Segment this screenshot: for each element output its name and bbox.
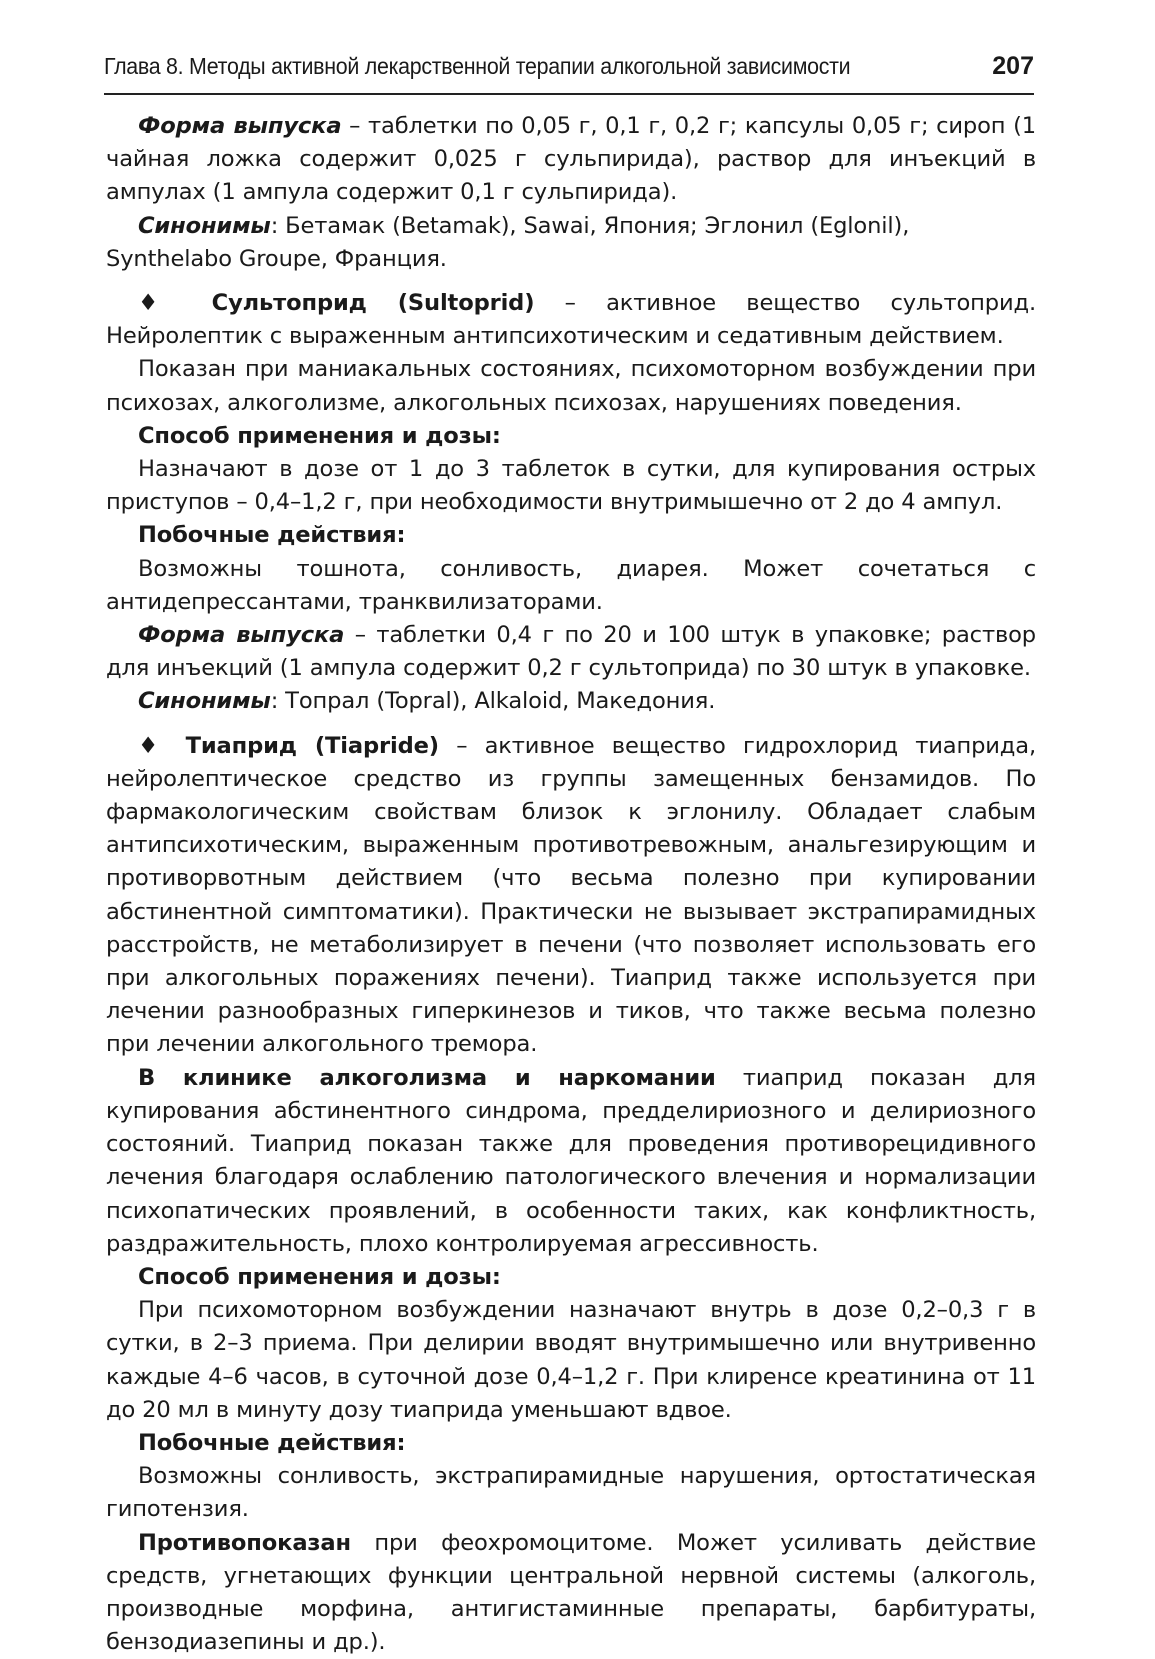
bullet-diamond-icon: ♦ (138, 290, 182, 317)
contraindication-label: Противопоказан (138, 1529, 351, 1556)
drug-name: Тиаприд (Tiapride) (185, 732, 439, 759)
synonyms-label: Синонимы (138, 688, 271, 715)
clinic-text: тиаприд показан для купирования абстинентного синдрома, предделириозного и делириозного состояний. Тиаприд показан также для проведения противорецидивного лечения благодаря ослаблению патологического влечения и нормализации психопатических проявлений, в особенности таких, как конфликтность, раздражительность, плохо контролируемая агрессивность. (106, 1064, 1036, 1257)
synonyms-text: : Бетамак (Betamak), Sawai, Япония; Эглонил (Eglonil), Synthelabo Groupe, Франция. (106, 212, 910, 272)
synonyms-label: Синонимы (138, 212, 271, 239)
sultoprid-dosage-heading: Способ применения и дозы: (138, 422, 501, 449)
tiaprid-side-heading: Побочные действия: (138, 1429, 406, 1456)
page-number: 207 (992, 52, 1034, 80)
tiaprid-contraindication (106, 1527, 1036, 1659)
tiaprid-intro (106, 730, 1036, 1062)
drug-intro-text: – активное вещество сультоприд. Нейролептик с выраженным антипсихотическим и седативным действием. (106, 290, 1036, 350)
page-body (106, 110, 1036, 1659)
release-form-text: – таблетки по 0,05 г, 0,1 г, 0,2 г; капсулы 0,05 г; сироп (1 чайная ложка содержит 0,025 г сульпирида), раствор для инъекций в ампулах (1 ампула содержит 0,1 г сульпирида). (106, 113, 1036, 206)
clinic-label: В клинике алкоголизма и наркомании (138, 1064, 716, 1091)
release-form-label: Форма выпуска (138, 622, 345, 649)
sultoprid-intro (106, 287, 1036, 353)
chapter-title: Глава 8. Методы активной лекарственной терапии алкогольной зависимости (104, 53, 851, 79)
tiaprid-clinic (106, 1062, 1036, 1261)
running-header (104, 52, 1034, 81)
tiaprid-side-text: Возможны сонливость, экстрапирамидные нарушения, ортостатическая гипотензия. (106, 1463, 1036, 1523)
drug-name: Сультоприд (Sultoprid) (211, 290, 535, 317)
tiaprid-dosage-text: При психомоторном возбуждении назначают внутрь в дозе 0,2–0,3 г в сутки, в 2–3 приема. При делирии вводят внутримышечно или внутривенно каждые 4–6 часов, в суточной дозе 0,4–1,2 г. При клиренсе креатинина от 11 до 20 мл в минуту дозу тиаприда уменьшают вдвое. (106, 1297, 1036, 1423)
sultoprid-release-form (106, 619, 1036, 685)
sultoprid-side-heading: Побочные действия: (138, 522, 406, 549)
sultoprid-indication: Показан при маниакальных состояниях, психомоторном возбуждении при психозах, алкоголизме, алкогольных психозах, нарушениях поведения. (106, 356, 1036, 416)
release-form-label: Форма выпуска (138, 113, 342, 139)
sultoprid-dosage-text: Назначают в дозе от 1 до 3 таблеток в сутки, для купирования острых приступов – 0,4–1,2 г, при необходимости внутримышечно от 2 до 4 ампул. (106, 456, 1036, 516)
sultoprid-synonyms (106, 685, 1036, 718)
release-form-text: – таблетки 0,4 г по 20 и 100 штук в упаковке; раствор для инъекций (1 ампула содержит 0,2 г сультоприда) по 30 штук в упаковке. (106, 622, 1036, 682)
bullet-diamond-icon: ♦ (138, 732, 169, 759)
drug-intro-text: – активное вещество гидрохлорид тиаприда, нейролептическое средство из группы замещенных бензамидов. По фармакологическим свойствам близок к эглонилу. Обладает слабым антипсихотическим, выраженным противотревожным, анальгезирующим и противорвотным действием (что весьма полезно при купировании абстинентной симптоматики). Практически не вызывает экстрапирамидных расстройств, не метаболизирует в печени (что позволяет использовать его при алкогольных поражениях печени). Тиаприд также используется при лечении разнообразных гиперкинезов и тиков, что также весьма полезно при лечении алкогольного тремора. (106, 732, 1036, 1058)
sulpiride-synonyms (106, 210, 1036, 276)
sultoprid-side-text: Возможны тошнота, сонливость, диарея. Может сочетаться с антидепрессантами, транквилизаторами. (106, 555, 1036, 615)
tiaprid-dosage-heading: Способ применения и дозы: (138, 1263, 501, 1290)
synonyms-text: : Топрал (Topral), Alkaloid, Македония. (270, 688, 716, 715)
header-rule (104, 93, 1034, 95)
contraindication-text: при феохромоцитоме. Может усиливать действие средств, угнетающих функции центральной нервной системы (алкоголь, производные морфина, антигистаминные препараты, барбитураты, бензодиазепины и др.). (106, 1529, 1036, 1656)
sulpiride-release-form (106, 110, 1036, 210)
